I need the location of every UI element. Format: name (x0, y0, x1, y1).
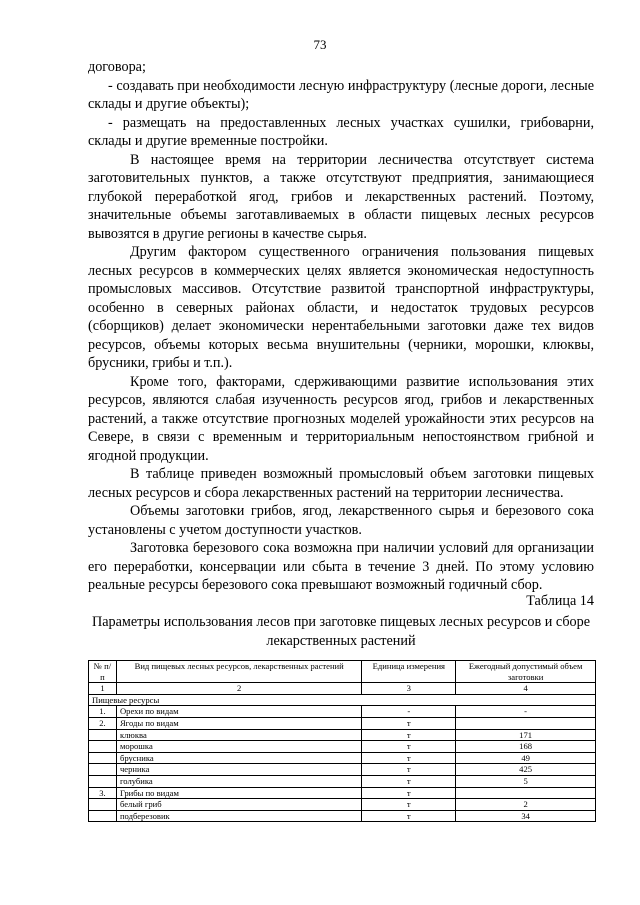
cell-name: белый гриб (116, 799, 361, 811)
cell-name: Ягоды по видам (116, 717, 361, 729)
cell-unit: т (362, 775, 456, 787)
cell-number (89, 741, 117, 753)
table-caption: Таблица 14 (526, 593, 594, 609)
cell-volume: - (456, 706, 596, 718)
cell-name: черника (116, 764, 361, 776)
cell-unit: - (362, 706, 456, 718)
table-header-row (89, 661, 596, 683)
table-title: Параметры использования лесов при заготовке пищевых лесных ресурсов и сборе лекарственных растений (91, 614, 591, 649)
table-row (89, 729, 596, 741)
cell-volume: 49 (456, 752, 596, 764)
page-number: 73 (313, 37, 327, 52)
cell-number: 2. (89, 717, 117, 729)
cell-name: брусника (116, 752, 361, 764)
header-cell: Ежегодный допустимый объем заготовки (456, 661, 596, 683)
cell-volume: 34 (456, 810, 596, 822)
cell-unit: т (362, 810, 456, 822)
paragraph: Другим фактором существенного ограничения пользования пищевых лесных ресурсов в коммерческих целях является экономическая недоступность промысловых массивов. Отсутствие развитой транспортной инфраструктуры, особенно в северных районах области, и недостаток трудовых ресурсов (сборщиков) делает экономически нерентабельными заготовки даже тех видов ресурсов, объемы которых весьма внушительны (черники, морошки, клюквы, брусники, грибы и т.п.). (88, 244, 594, 371)
cell-number: 3. (89, 787, 117, 799)
cell-volume: 168 (456, 741, 596, 753)
table-row (89, 810, 596, 822)
cell-unit: т (362, 764, 456, 776)
paragraph: - размещать на предоставленных лесных участках сушилки, грибоварни, склады и другие временные постройки. (88, 114, 594, 149)
cell-volume: 5 (456, 775, 596, 787)
cell-volume (456, 717, 596, 729)
cell-unit: т (362, 752, 456, 764)
section-cell: Пищевые ресурсы (89, 694, 596, 706)
cell-volume: 171 (456, 729, 596, 741)
cell-volume: 425 (456, 764, 596, 776)
table-row (89, 787, 596, 799)
table-row (89, 799, 596, 811)
table-row (89, 764, 596, 776)
column-number-row (89, 683, 596, 695)
table-row (89, 741, 596, 753)
cell-number (89, 775, 117, 787)
paragraph: Кроме того, факторами, сдерживающими развитие использования этих ресурсов, являются слабая изученность ресурсов ягод, грибов и лекарственных растений, а также отсутствие прогнозных моделей урожайности этих ресурсов на Севере, в связи с временным и территориальным непостоянством грибной и ягодной продукции. (88, 373, 594, 464)
cell-name: подберезовик (116, 810, 361, 822)
paragraph: В настоящее время на территории лесничества отсутствует система заготовительных пунктов, а также отсутствуют предприятия, занимающиеся глубокой переработкой ягод, грибов и лекарственных растений. Поэтому, значительные объемы заготавливаемых в области пищевых лесных ресурсов вывозятся в другие регионы в качестве сырья. (88, 151, 594, 242)
cell-name: морошка (116, 741, 361, 753)
cell-name: Грибы по видам (116, 787, 361, 799)
header-cell: Единица измерения (362, 661, 456, 683)
header-cell: № п/п (89, 661, 117, 683)
header-cell: Вид пищевых лесных ресурсов, лекарственных растений (116, 661, 361, 683)
cell-number (89, 729, 117, 741)
cell-unit: т (362, 799, 456, 811)
cell-number: 1. (89, 706, 117, 718)
col-number-cell: 1 (89, 683, 117, 695)
cell-unit: т (362, 717, 456, 729)
paragraph: - создавать при необходимости лесную инфраструктуру (лесные дороги, лесные склады и другие объекты); (88, 77, 594, 112)
col-number-cell: 3 (362, 683, 456, 695)
cell-number (89, 764, 117, 776)
cell-number (89, 810, 117, 822)
paragraph: В таблице приведен возможный промысловый объем заготовки пищевых лесных ресурсов и сбора лекарственных растений на территории лесничества. (88, 466, 594, 501)
cell-unit: т (362, 741, 456, 753)
table-row (89, 775, 596, 787)
cell-name: голубика (116, 775, 361, 787)
document-body (88, 58, 594, 595)
cell-name: клюква (116, 729, 361, 741)
col-number-cell: 2 (116, 683, 361, 695)
cell-name: Орехи по видам (116, 706, 361, 718)
cell-unit: т (362, 787, 456, 799)
table-row (89, 706, 596, 718)
cell-unit: т (362, 729, 456, 741)
paragraph: договора; (88, 59, 146, 75)
paragraph: Объемы заготовки грибов, ягод, лекарственного сырья и березового сока установлены с учетом доступности участков. (88, 503, 594, 538)
cell-volume (456, 787, 596, 799)
cell-volume: 2 (456, 799, 596, 811)
table-row (89, 717, 596, 729)
cell-number (89, 752, 117, 764)
col-number-cell: 4 (456, 683, 596, 695)
paragraph: Заготовка березового сока возможна при наличии условий для организации его переработки, консервации или сбыта в течение 3 дней. По этому условию реальные ресурсы березового сока превышают возможный годичный сбор. (88, 540, 594, 593)
resources-table (88, 660, 596, 822)
table-row (89, 752, 596, 764)
section-row (89, 694, 596, 706)
cell-number (89, 799, 117, 811)
